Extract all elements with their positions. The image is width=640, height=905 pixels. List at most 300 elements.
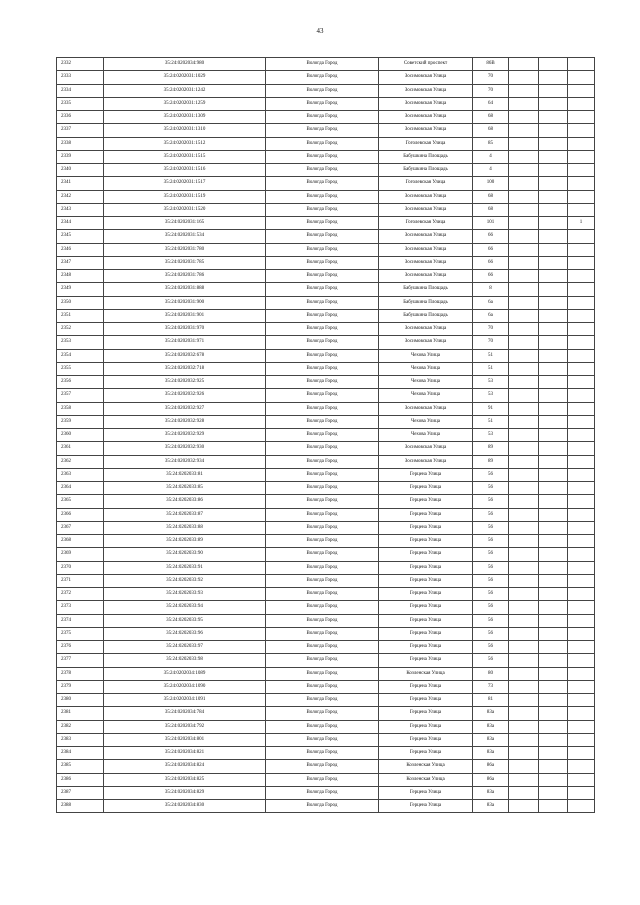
extra-cell-3: [568, 720, 595, 733]
extra-cell-3: [568, 177, 595, 190]
extra-cell-2: [539, 707, 568, 720]
row-number-cell: 2343: [57, 203, 104, 216]
extra-cell-2: [539, 309, 568, 322]
extra-cell-1: [509, 270, 539, 283]
street-cell: Герцена Улица: [379, 574, 473, 587]
extra-cell-3: [568, 800, 595, 813]
cadastral-number-cell: 35:24:0202031:1259: [104, 97, 266, 110]
settlement-cell: Вологда Город: [266, 137, 379, 150]
row-number-cell: 2374: [57, 614, 104, 627]
extra-cell-1: [509, 111, 539, 124]
street-cell: Козленская Улица: [379, 773, 473, 786]
cadastral-number-cell: 35:24:0202034:830: [104, 800, 266, 813]
row-number-cell: 2338: [57, 137, 104, 150]
extra-cell-2: [539, 270, 568, 283]
table-row: [57, 97, 595, 110]
cadastral-number-cell: 35:24:0202033:81: [104, 468, 266, 481]
extra-cell-1: [509, 508, 539, 521]
cadastral-number-cell: 35:24:0202031:901: [104, 309, 266, 322]
row-number-cell: 2384: [57, 747, 104, 760]
extra-cell-2: [539, 349, 568, 362]
extra-cell-2: [539, 415, 568, 428]
extra-cell-1: [509, 773, 539, 786]
house-number-cell: 56: [473, 561, 509, 574]
table-row: [57, 389, 595, 402]
street-cell: Гоголевская Улица: [379, 137, 473, 150]
extra-cell-1: [509, 243, 539, 256]
extra-cell-3: [568, 97, 595, 110]
extra-cell-3: [568, 230, 595, 243]
extra-cell-2: [539, 124, 568, 137]
extra-cell-3: [568, 455, 595, 468]
house-number-cell: 53: [473, 429, 509, 442]
table-row: [57, 733, 595, 746]
extra-cell-3: [568, 190, 595, 203]
extra-cell-3: [568, 323, 595, 336]
street-cell: Герцена Улица: [379, 694, 473, 707]
table-row: [57, 230, 595, 243]
settlement-cell: Вологда Город: [266, 482, 379, 495]
extra-cell-1: [509, 376, 539, 389]
house-number-cell: 83а: [473, 800, 509, 813]
table-row: [57, 654, 595, 667]
extra-cell-1: [509, 680, 539, 693]
settlement-cell: Вологда Город: [266, 667, 379, 680]
cadastral-number-cell: 35:24:0202032:678: [104, 349, 266, 362]
house-number-cell: 83а: [473, 707, 509, 720]
house-number-cell: 83а: [473, 786, 509, 799]
cadastral-number-cell: 35:24:0202033:93: [104, 588, 266, 601]
table-row: [57, 627, 595, 640]
cadastral-number-cell: 35:24:0202031:786: [104, 270, 266, 283]
table-row: [57, 190, 595, 203]
extra-cell-3: [568, 468, 595, 481]
extra-cell-2: [539, 800, 568, 813]
house-number-cell: 51: [473, 415, 509, 428]
cadastral-number-cell: 35:24:0202031:1517: [104, 177, 266, 190]
extra-cell-1: [509, 177, 539, 190]
table-row: [57, 137, 595, 150]
extra-cell-2: [539, 561, 568, 574]
extra-cell-1: [509, 389, 539, 402]
extra-cell-1: [509, 309, 539, 322]
settlement-cell: Вологда Город: [266, 588, 379, 601]
street-cell: Зосимовская Улица: [379, 402, 473, 415]
row-number-cell: 2333: [57, 71, 104, 84]
row-number-cell: 2351: [57, 309, 104, 322]
street-cell: Герцена Улица: [379, 720, 473, 733]
table-row: [57, 243, 595, 256]
house-number-cell: 70: [473, 71, 509, 84]
row-number-cell: 2355: [57, 362, 104, 375]
extra-cell-3: [568, 641, 595, 654]
extra-cell-2: [539, 283, 568, 296]
table-row: [57, 760, 595, 773]
row-number-cell: 2379: [57, 680, 104, 693]
cadastral-number-cell: 35:24:0202033:97: [104, 641, 266, 654]
house-number-cell: 4: [473, 164, 509, 177]
row-number-cell: 2371: [57, 574, 104, 587]
extra-cell-1: [509, 601, 539, 614]
table-row: [57, 786, 595, 799]
settlement-cell: Вологда Город: [266, 508, 379, 521]
extra-cell-3: [568, 415, 595, 428]
extra-cell-3: [568, 137, 595, 150]
table-row: [57, 349, 595, 362]
row-number-cell: 2344: [57, 217, 104, 230]
extra-cell-1: [509, 495, 539, 508]
settlement-cell: Вологда Город: [266, 760, 379, 773]
house-number-cell: 68: [473, 190, 509, 203]
extra-cell-2: [539, 455, 568, 468]
extra-cell-3: [568, 429, 595, 442]
house-number-cell: 56: [473, 574, 509, 587]
extra-cell-2: [539, 521, 568, 534]
street-cell: Герцена Улица: [379, 468, 473, 481]
settlement-cell: Вологда Город: [266, 574, 379, 587]
settlement-cell: Вологда Город: [266, 256, 379, 269]
cadastral-number-cell: 35:24:0202031:970: [104, 323, 266, 336]
table-row: [57, 614, 595, 627]
settlement-cell: Вологда Город: [266, 786, 379, 799]
row-number-cell: 2337: [57, 124, 104, 137]
table-row: [57, 667, 595, 680]
house-number-cell: 51: [473, 362, 509, 375]
house-number-cell: 51: [473, 349, 509, 362]
extra-cell-1: [509, 164, 539, 177]
cadastral-number-cell: 35:24:0202034:1091: [104, 694, 266, 707]
table-row: [57, 548, 595, 561]
extra-cell-3: [568, 442, 595, 455]
extra-cell-1: [509, 296, 539, 309]
row-number-cell: 2350: [57, 296, 104, 309]
house-number-cell: 86а: [473, 760, 509, 773]
table-row: [57, 561, 595, 574]
house-number-cell: 70: [473, 84, 509, 97]
property-registry-table: [56, 57, 595, 813]
extra-cell-3: [568, 773, 595, 786]
table-row: [57, 71, 595, 84]
settlement-cell: Вологда Город: [266, 773, 379, 786]
table-row: [57, 283, 595, 296]
house-number-cell: 68: [473, 124, 509, 137]
extra-cell-3: [568, 627, 595, 640]
extra-cell-3: [568, 283, 595, 296]
table-row: [57, 680, 595, 693]
row-number-cell: 2372: [57, 588, 104, 601]
settlement-cell: Вологда Город: [266, 84, 379, 97]
cadastral-number-cell: 35:24:0202032:930: [104, 442, 266, 455]
street-cell: Герцена Улица: [379, 535, 473, 548]
street-cell: Бабушкина Площадь: [379, 150, 473, 163]
extra-cell-3: [568, 667, 595, 680]
street-cell: Зосимовская Улица: [379, 455, 473, 468]
row-number-cell: 2385: [57, 760, 104, 773]
extra-cell-2: [539, 614, 568, 627]
row-number-cell: 2373: [57, 601, 104, 614]
house-number-cell: 83а: [473, 720, 509, 733]
street-cell: Герцена Улица: [379, 707, 473, 720]
table-row: [57, 468, 595, 481]
house-number-cell: 80: [473, 667, 509, 680]
table-row: [57, 402, 595, 415]
row-number-cell: 2380: [57, 694, 104, 707]
extra-cell-2: [539, 548, 568, 561]
street-cell: Герцена Улица: [379, 680, 473, 693]
street-cell: Зосимовская Улица: [379, 71, 473, 84]
street-cell: Чехова Улица: [379, 349, 473, 362]
house-number-cell: 56: [473, 641, 509, 654]
settlement-cell: Вологда Город: [266, 641, 379, 654]
extra-cell-1: [509, 58, 539, 71]
settlement-cell: Вологда Город: [266, 111, 379, 124]
row-number-cell: 2347: [57, 256, 104, 269]
cadastral-number-cell: 35:24:0202031:1515: [104, 150, 266, 163]
table-row: [57, 362, 595, 375]
street-cell: Герцена Улица: [379, 614, 473, 627]
extra-cell-1: [509, 402, 539, 415]
settlement-cell: Вологда Город: [266, 150, 379, 163]
extra-cell-2: [539, 535, 568, 548]
house-number-cell: 53: [473, 389, 509, 402]
table-row: [57, 574, 595, 587]
row-number-cell: 2364: [57, 482, 104, 495]
extra-cell-2: [539, 256, 568, 269]
extra-cell-3: [568, 561, 595, 574]
house-number-cell: 8: [473, 283, 509, 296]
house-number-cell: 4: [473, 150, 509, 163]
extra-cell-2: [539, 230, 568, 243]
extra-cell-1: [509, 733, 539, 746]
house-number-cell: 86В: [473, 58, 509, 71]
table-row: [57, 482, 595, 495]
table-row: [57, 747, 595, 760]
extra-cell-1: [509, 521, 539, 534]
street-cell: Зосимовская Улица: [379, 203, 473, 216]
extra-cell-1: [509, 800, 539, 813]
extra-cell-1: [509, 429, 539, 442]
extra-cell-2: [539, 508, 568, 521]
extra-cell-1: [509, 455, 539, 468]
row-number-cell: 2352: [57, 323, 104, 336]
table-row: [57, 521, 595, 534]
extra-cell-3: [568, 150, 595, 163]
cadastral-number-cell: 35:24:0202034:829: [104, 786, 266, 799]
house-number-cell: 73: [473, 680, 509, 693]
street-cell: Герцена Улица: [379, 641, 473, 654]
table-row: [57, 455, 595, 468]
row-number-cell: 2369: [57, 548, 104, 561]
street-cell: Герцена Улица: [379, 521, 473, 534]
street-cell: Бабушкина Площадь: [379, 296, 473, 309]
house-number-cell: 68: [473, 111, 509, 124]
cadastral-number-cell: 35:24:0202033:87: [104, 508, 266, 521]
extra-cell-3: [568, 601, 595, 614]
house-number-cell: 56: [473, 588, 509, 601]
house-number-cell: 70: [473, 336, 509, 349]
street-cell: Бабушкина Площадь: [379, 164, 473, 177]
row-number-cell: 2341: [57, 177, 104, 190]
cadastral-number-cell: 35:24:0202033:89: [104, 535, 266, 548]
street-cell: Герцена Улица: [379, 654, 473, 667]
extra-cell-3: 1: [568, 217, 595, 230]
extra-cell-3: [568, 362, 595, 375]
extra-cell-2: [539, 296, 568, 309]
cadastral-number-cell: 35:24:0202033:96: [104, 627, 266, 640]
cadastral-number-cell: 35:24:0202034:824: [104, 760, 266, 773]
settlement-cell: Вологда Город: [266, 654, 379, 667]
cadastral-number-cell: 35:24:0202033:90: [104, 548, 266, 561]
extra-cell-3: [568, 574, 595, 587]
settlement-cell: Вологда Город: [266, 349, 379, 362]
extra-cell-2: [539, 71, 568, 84]
table-row: [57, 641, 595, 654]
house-number-cell: 100: [473, 177, 509, 190]
row-number-cell: 2339: [57, 150, 104, 163]
cadastral-number-cell: 35:24:0202033:98: [104, 654, 266, 667]
extra-cell-1: [509, 256, 539, 269]
table-row: [57, 58, 595, 71]
settlement-cell: Вологда Город: [266, 323, 379, 336]
extra-cell-2: [539, 190, 568, 203]
row-number-cell: 2348: [57, 270, 104, 283]
extra-cell-1: [509, 574, 539, 587]
extra-cell-3: [568, 84, 595, 97]
table-row: [57, 442, 595, 455]
house-number-cell: 85: [473, 137, 509, 150]
street-cell: Зосимовская Улица: [379, 323, 473, 336]
cadastral-number-cell: 35:24:0202031:1512: [104, 137, 266, 150]
table-row: [57, 376, 595, 389]
settlement-cell: Вологда Город: [266, 680, 379, 693]
street-cell: Зосимовская Улица: [379, 124, 473, 137]
row-number-cell: 2383: [57, 733, 104, 746]
settlement-cell: Вологда Город: [266, 362, 379, 375]
table-row: [57, 296, 595, 309]
row-number-cell: 2377: [57, 654, 104, 667]
street-cell: Советский проспект: [379, 58, 473, 71]
extra-cell-1: [509, 190, 539, 203]
settlement-cell: Вологда Город: [266, 58, 379, 71]
table-row: [57, 84, 595, 97]
extra-cell-1: [509, 97, 539, 110]
settlement-cell: Вологда Город: [266, 190, 379, 203]
extra-cell-3: [568, 164, 595, 177]
extra-cell-3: [568, 296, 595, 309]
extra-cell-3: [568, 376, 595, 389]
extra-cell-2: [539, 601, 568, 614]
table-row: [57, 707, 595, 720]
settlement-cell: Вологда Город: [266, 707, 379, 720]
extra-cell-1: [509, 415, 539, 428]
extra-cell-2: [539, 376, 568, 389]
extra-cell-2: [539, 177, 568, 190]
street-cell: Герцена Улица: [379, 548, 473, 561]
street-cell: Герцена Улица: [379, 482, 473, 495]
settlement-cell: Вологда Город: [266, 296, 379, 309]
extra-cell-1: [509, 482, 539, 495]
house-number-cell: 6а: [473, 296, 509, 309]
extra-cell-2: [539, 694, 568, 707]
extra-cell-1: [509, 707, 539, 720]
extra-cell-1: [509, 230, 539, 243]
table-row: [57, 800, 595, 813]
settlement-cell: Вологда Город: [266, 601, 379, 614]
row-number-cell: 2345: [57, 230, 104, 243]
cadastral-number-cell: 35:24:0202032:925: [104, 376, 266, 389]
row-number-cell: 2354: [57, 349, 104, 362]
settlement-cell: Вологда Город: [266, 402, 379, 415]
extra-cell-3: [568, 402, 595, 415]
house-number-cell: 56: [473, 601, 509, 614]
house-number-cell: 56: [473, 654, 509, 667]
row-number-cell: 2336: [57, 111, 104, 124]
settlement-cell: Вологда Город: [266, 203, 379, 216]
cadastral-number-cell: 35:24:0202033:85: [104, 482, 266, 495]
extra-cell-1: [509, 760, 539, 773]
cadastral-number-cell: 35:24:0202032:718: [104, 362, 266, 375]
extra-cell-2: [539, 362, 568, 375]
cadastral-number-cell: 35:24:0202032:926: [104, 389, 266, 402]
settlement-cell: Вологда Город: [266, 747, 379, 760]
settlement-cell: Вологда Город: [266, 627, 379, 640]
street-cell: Зосимовская Улица: [379, 442, 473, 455]
street-cell: Гоголевская Улица: [379, 217, 473, 230]
house-number-cell: 101: [473, 217, 509, 230]
extra-cell-2: [539, 217, 568, 230]
house-number-cell: 89: [473, 455, 509, 468]
settlement-cell: Вологда Город: [266, 230, 379, 243]
extra-cell-1: [509, 535, 539, 548]
cadastral-number-cell: 35:24:0202034:825: [104, 773, 266, 786]
street-cell: Зосимовская Улица: [379, 111, 473, 124]
cadastral-number-cell: 35:24:0202032:927: [104, 402, 266, 415]
table-row: [57, 508, 595, 521]
table-row: [57, 588, 595, 601]
house-number-cell: 56: [473, 508, 509, 521]
settlement-cell: Вологда Город: [266, 309, 379, 322]
cadastral-number-cell: 35:24:0202031:1029: [104, 71, 266, 84]
row-number-cell: 2370: [57, 561, 104, 574]
row-number-cell: 2362: [57, 455, 104, 468]
extra-cell-3: [568, 786, 595, 799]
house-number-cell: 56: [473, 614, 509, 627]
cadastral-number-cell: 35:24:0202031:888: [104, 283, 266, 296]
cadastral-number-cell: 35:24:0202031:785: [104, 256, 266, 269]
extra-cell-1: [509, 84, 539, 97]
house-number-cell: 91: [473, 402, 509, 415]
extra-cell-1: [509, 217, 539, 230]
row-number-cell: 2340: [57, 164, 104, 177]
extra-cell-3: [568, 124, 595, 137]
street-cell: Гоголевская Улица: [379, 177, 473, 190]
settlement-cell: Вологда Город: [266, 376, 379, 389]
street-cell: Зосимовская Улица: [379, 230, 473, 243]
extra-cell-1: [509, 336, 539, 349]
settlement-cell: Вологда Город: [266, 548, 379, 561]
extra-cell-3: [568, 588, 595, 601]
settlement-cell: Вологда Город: [266, 217, 379, 230]
row-number-cell: 2356: [57, 376, 104, 389]
extra-cell-2: [539, 336, 568, 349]
extra-cell-2: [539, 429, 568, 442]
cadastral-number-cell: 35:24:0202031:1520: [104, 203, 266, 216]
cadastral-number-cell: 35:24:0202031:534: [104, 230, 266, 243]
house-number-cell: 86а: [473, 773, 509, 786]
street-cell: Герцена Улица: [379, 508, 473, 521]
street-cell: Чехова Улица: [379, 376, 473, 389]
extra-cell-2: [539, 442, 568, 455]
